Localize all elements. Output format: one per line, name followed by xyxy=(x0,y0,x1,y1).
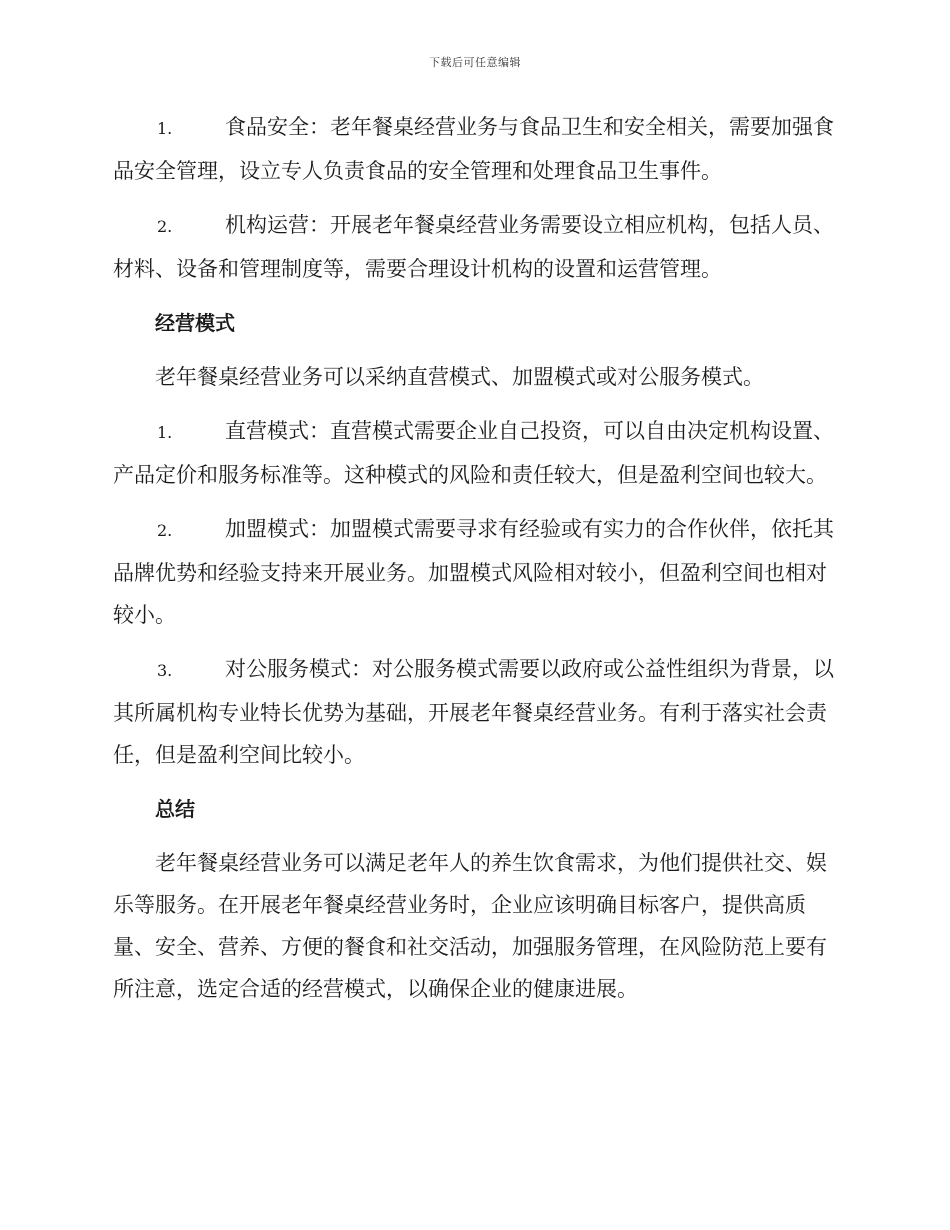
page-header: 下载后可任意编辑 xyxy=(429,56,521,69)
section-heading-summary: 总结 xyxy=(155,797,195,821)
list-item-institution-operation xyxy=(113,204,835,290)
list-item-food-safety xyxy=(113,106,835,192)
list-number: 3. xyxy=(157,661,173,680)
list-item-text: 食品安全：老年餐桌经营业务与食品卫生和安全相关，需要加强食品安全管理，设立专人负责食品的安全管理和处理食品卫生事件。 xyxy=(113,115,834,183)
list-item-text: 机构运营：开展老年餐桌经营业务需要设立相应机构，包括人员、材料、设备和管理制度等，需要合理设计机构的设置和运营管理。 xyxy=(113,213,834,281)
paragraph-mode-intro: 老年餐桌经营业务可以采纳直营模式、加盟模式或对公服务模式。 xyxy=(155,365,764,389)
list-item-franchise-mode xyxy=(113,508,835,636)
document-body xyxy=(113,106,835,1022)
list-item-text: 对公服务模式：对公服务模式需要以政府或公益性组织为背景，以其所属机构专业特长优势为基础，开展老年餐桌经营业务。有利于落实社会责任，但是盈利空间比较小。 xyxy=(113,657,834,767)
list-number: 1. xyxy=(157,119,173,138)
paragraph-summary: 老年餐桌经营业务可以满足老年人的养生饮食需求，为他们提供社交、娱乐等服务。在开展老年餐桌经营业务时，企业应该明确目标客户，提供高质量、安全、营养、方便的餐食和社交活动，加强服务管理，在风险防范上要有所注意，选定合适的经营模式，以确保企业的健康进展。 xyxy=(113,851,827,1001)
list-number: 2. xyxy=(157,521,173,540)
section-heading-business-mode: 经营模式 xyxy=(155,311,235,335)
list-number: 1. xyxy=(157,423,173,442)
list-number: 2. xyxy=(157,217,173,236)
list-item-text: 加盟模式：加盟模式需要寻求有经验或有实力的合作伙伴，依托其品牌优势和经验支持来开展业务。加盟模式风险相对较小，但盈利空间也相对较小。 xyxy=(113,517,834,627)
list-item-direct-mode xyxy=(113,410,835,496)
list-item-text: 直营模式：直营模式需要企业自己投资，可以自由决定机构设置、产品定价和服务标准等。这种模式的风险和责任较大，但是盈利空间也较大。 xyxy=(113,419,834,487)
list-item-public-service-mode xyxy=(113,648,835,776)
